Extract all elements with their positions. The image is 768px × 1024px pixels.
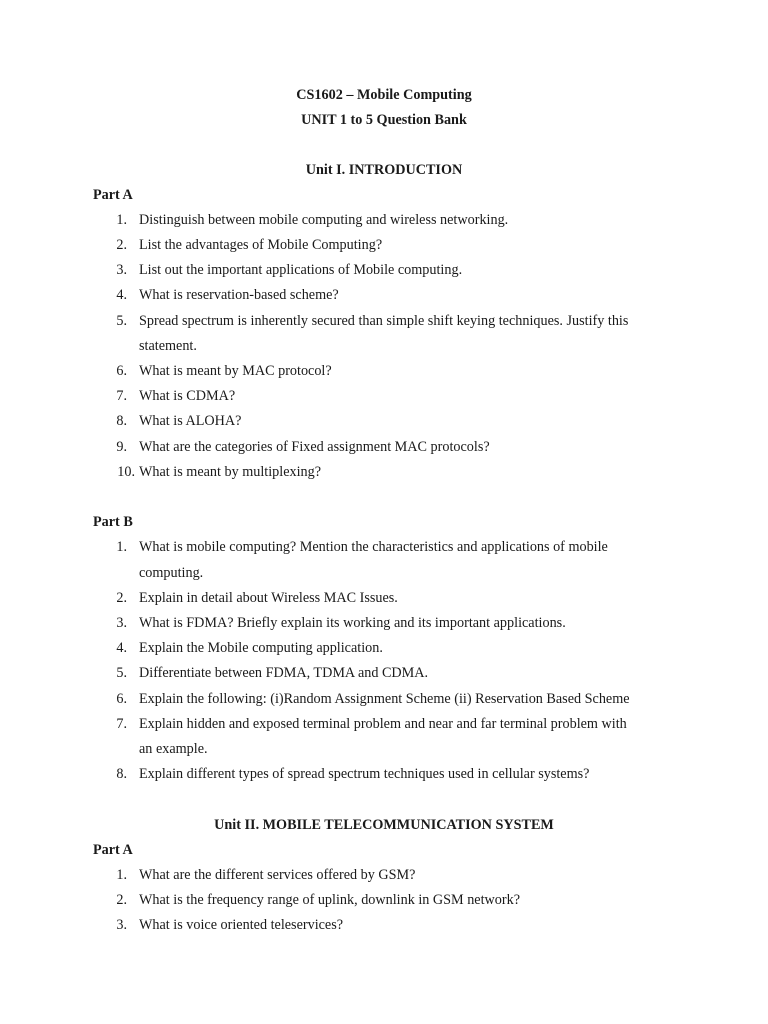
question-text: What is meant by MAC protocol?: [139, 363, 332, 379]
unit-2-part-a-label: Part A: [93, 842, 133, 858]
question-number: 10.: [117, 464, 135, 480]
question-text: What is CDMA?: [139, 388, 236, 404]
question-text: Explain in detail about Wireless MAC Issues.: [139, 590, 398, 606]
question-number: 1.: [116, 539, 127, 555]
question-text: Explain the Mobile computing application.: [139, 640, 383, 656]
question-number: 8.: [116, 413, 127, 429]
question-text: What is the frequency range of uplink, downlink in GSM network?: [139, 892, 521, 908]
question-text: What is ALOHA?: [139, 413, 242, 429]
question-text: What is mobile computing? Mention the characteristics and applications of mobile: [139, 539, 608, 555]
question-text: What is meant by multiplexing?: [139, 464, 322, 480]
question-text-continuation: computing.: [139, 565, 204, 581]
question-text-continuation: an example.: [139, 741, 208, 757]
question-text: Distinguish between mobile computing and wireless networking.: [139, 212, 509, 228]
question-text-continuation: statement.: [139, 338, 197, 354]
question-number: 2.: [116, 237, 127, 253]
unit-1-part-b-label: Part B: [93, 514, 133, 530]
question-text: What is reservation-based scheme?: [139, 287, 339, 303]
unit-1-heading: Unit I. INTRODUCTION: [305, 162, 463, 178]
question-number: 7.: [116, 716, 127, 732]
document-subtitle: UNIT 1 to 5 Question Bank: [301, 112, 467, 128]
question-text: List the advantages of Mobile Computing?: [139, 237, 383, 253]
question-number: 2.: [116, 590, 127, 606]
question-text: Differentiate between FDMA, TDMA and CDMA.: [139, 665, 429, 681]
question-number: 2.: [116, 892, 127, 908]
question-number: 1.: [116, 212, 127, 228]
question-number: 4.: [116, 640, 127, 656]
question-text: List out the important applications of Mobile computing.: [139, 262, 463, 278]
question-number: 3.: [116, 917, 127, 933]
question-number: 7.: [116, 388, 127, 404]
question-number: 1.: [116, 867, 127, 883]
question-number: 4.: [116, 287, 127, 303]
question-number: 6.: [116, 363, 127, 379]
question-number: 8.: [116, 766, 127, 782]
question-text: Explain the following: (i)Random Assignment Scheme (ii) Reservation Based Scheme: [139, 691, 630, 707]
question-text: What are the categories of Fixed assignment MAC protocols?: [139, 439, 490, 455]
question-text: What is FDMA? Briefly explain its working and its important applications.: [139, 615, 566, 631]
question-text: Explain different types of spread spectrum techniques used in cellular systems?: [139, 766, 590, 782]
unit-1-part-a-label: Part A: [93, 187, 133, 203]
course-title: CS1602 – Mobile Computing: [296, 87, 472, 103]
question-number: 3.: [116, 262, 127, 278]
question-text: What is voice oriented teleservices?: [139, 917, 344, 933]
question-number: 5.: [116, 665, 127, 681]
question-text: Spread spectrum is inherently secured than simple shift keying techniques. Justify this: [139, 313, 629, 329]
question-number: 9.: [116, 439, 127, 455]
unit-2-heading: Unit II. MOBILE TELECOMMUNICATION SYSTEM: [214, 817, 554, 833]
question-text: What are the different services offered by GSM?: [139, 867, 416, 883]
question-number: 6.: [116, 691, 127, 707]
question-number: 5.: [116, 313, 127, 329]
question-number: 3.: [116, 615, 127, 631]
question-text: Explain hidden and exposed terminal problem and near and far terminal problem with: [139, 716, 627, 732]
